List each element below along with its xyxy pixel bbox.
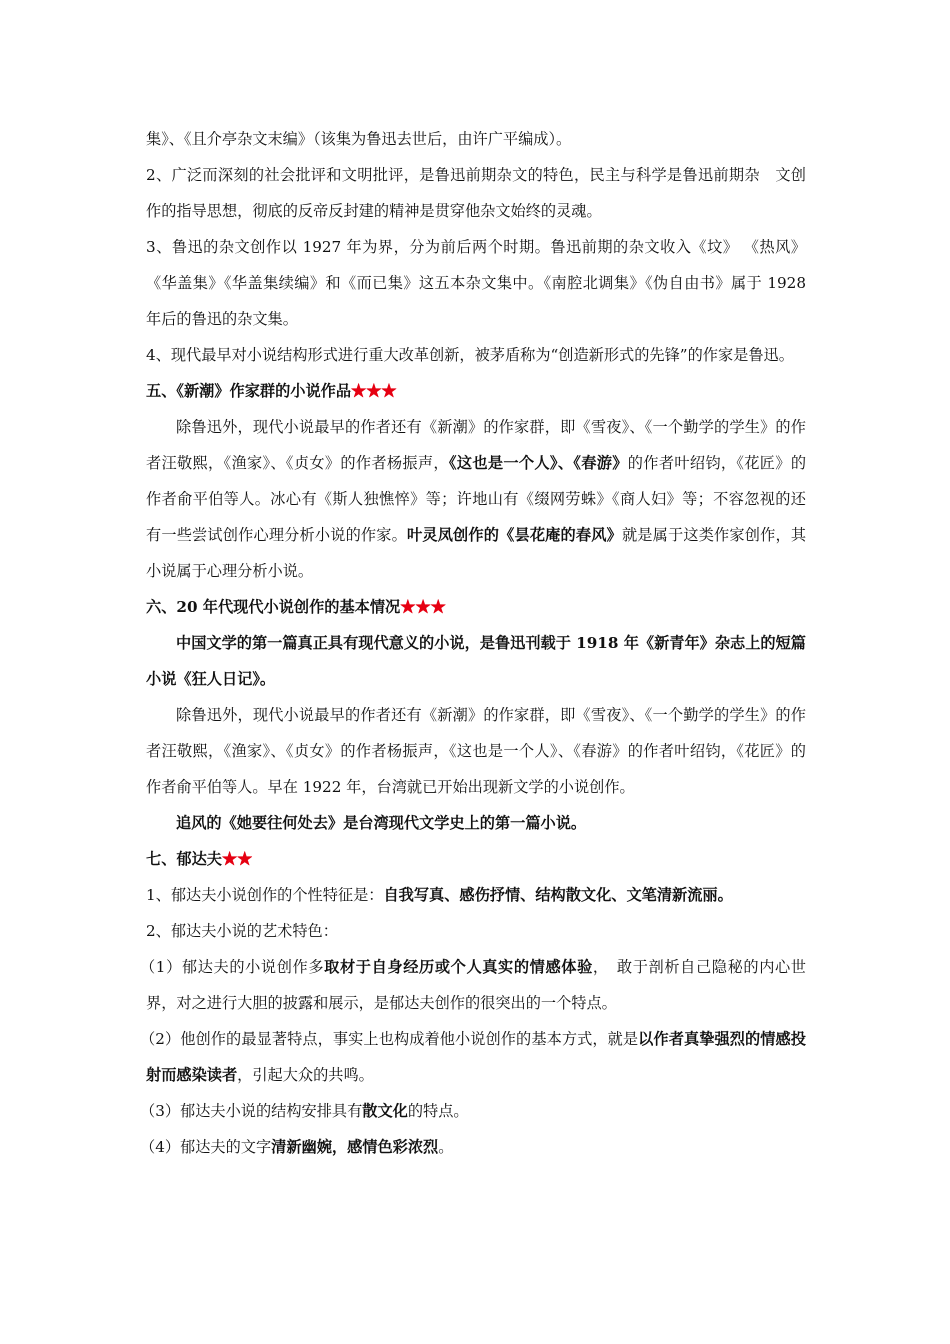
bold-text-run: 自我写真、感伤抒情、结构散文化、文笔清新流丽。: [383, 886, 733, 904]
sub-item-1: [140, 949, 806, 1021]
star-rating-icon: ★★★: [351, 382, 397, 400]
text-run: （4）郁达夫的文字: [140, 1138, 272, 1156]
text-run: （3）郁达夫小说的结构安排具有: [140, 1102, 363, 1120]
star-rating-icon: ★★★: [400, 598, 446, 616]
text-run: ，引起大众的共鸣。: [237, 1066, 374, 1084]
paragraph-lu-xun-zawen-periods: 3、鲁迅的杂文创作以 1927 年为界，分为前后两个时期。鲁迅前期的杂文收入《坟》 《热风》《华盖集》《华盖集续编》和《而已集》这五本杂文集中。《南腔北调集》《伪自由书》属于 1928 年后的鲁迅的杂文集。: [146, 238, 806, 328]
bold-text-run: 以作者真挚强烈的情感投射而感染读者: [146, 1030, 806, 1084]
paragraph-xinchao-writers: [146, 409, 806, 589]
section-heading-xinchao: [146, 373, 806, 409]
text-run: 1、郁达夫小说创作的个性特征是：: [146, 886, 384, 904]
text-run: （2）他创作的最显著特点，事实上也构成着他小说创作的基本方式，就是: [140, 1030, 639, 1048]
bold-text-run: 散文化: [362, 1102, 408, 1120]
section-heading-yu-dafu: [146, 841, 806, 877]
paragraph-kuangren-riji: 中国文学的第一篇真正具有现代意义的小说，是鲁迅刊载于 1918 年《新青年》杂志上的短篇小说《狂人日记》。: [146, 634, 806, 688]
document-body: [140, 121, 807, 1165]
paragraph-lu-xun-innovation: 4、现代最早对小说结构形式进行重大改革创新，被茅盾称为“创造新形式的先锋”的作家是鲁迅。: [146, 346, 794, 364]
section-heading-1920s-novels: [146, 589, 806, 625]
text-run: 就是属于这类作家创作，其小说属于心理分析小说。: [146, 526, 807, 580]
text-run: （1）郁达夫的小说创作多: [140, 958, 325, 976]
list-item-art-features: 2、郁达夫小说的艺术特色：: [146, 922, 338, 940]
sub-item-2: [140, 1021, 806, 1093]
bold-text-run: 取材于自身经历或个人真实的情感体验: [324, 958, 593, 976]
heading-text: 七、郁达夫: [146, 850, 222, 868]
heading-text: 五、《新潮》作家群的小说作品: [146, 382, 352, 400]
bold-text-run: 清新幽婉，感情色彩浓烈: [271, 1138, 439, 1156]
bold-text-run: 《这也是一个人》、《春游》: [448, 454, 628, 472]
paragraph-continued: 集》、《且介亭杂文末编》（该集为鲁迅去世后，由许广平编成）。: [146, 130, 572, 148]
text-run: 除鲁迅外，现代小说最早的作者还有《新潮》的作家群，即《雪夜》、《一个勤学的学生》的作者汪敬熙，《渔家》、《贞女》的作者杨振声，: [146, 418, 806, 472]
paragraph-earliest-authors: 除鲁迅外，现代小说最早的作者还有《新潮》的作家群，即《雪夜》、《一个勤学的学生》的作者汪敬熙，《渔家》、《贞女》的作者杨振声，《这也是一个人》、《春游》的作者叶绍钧，《花匠》的作者俞平伯等人。早在 1922 年，台湾就已开始出现新文学的小说创作。: [146, 706, 806, 796]
bold-text-run: 叶灵凤创作的《昙花庵的春风》: [407, 526, 622, 544]
text-run: 。: [438, 1138, 454, 1156]
text-run: 的特点。: [407, 1102, 469, 1120]
list-item-personality: [146, 877, 806, 913]
text-run: 的作者叶绍钧，《花匠》的作者俞平伯等人。冰心有《斯人独憔悴》等；许地山有《缀网劳蛛》《商人妇》等；不容忽视的还有一些尝试创作心理分析小说的作家。: [146, 454, 807, 544]
sub-item-3: [140, 1093, 806, 1129]
paragraph-taiwan-first-novel: 追风的《她要往何处去》是台湾现代文学史上的第一篇小说。: [176, 814, 587, 832]
text-run: ， 敢于剖析自己隐秘的内心世界，对之进行大胆的披露和展示，是郁达夫创作的很突出的一个特点。: [146, 958, 806, 1012]
sub-item-4: [140, 1129, 806, 1165]
paragraph-lu-xun-zawen-features: 2、广泛而深刻的社会批评和文明批评，是鲁迅前期杂文的特色，民主与科学是鲁迅前期杂 文创作的指导思想，彻底的反帝反封建的精神是贯穿他杂文始终的灵魂。: [146, 166, 806, 220]
heading-text: 六、20 年代现代小说创作的基本情况: [146, 598, 401, 616]
star-rating-icon: ★★: [221, 850, 253, 868]
